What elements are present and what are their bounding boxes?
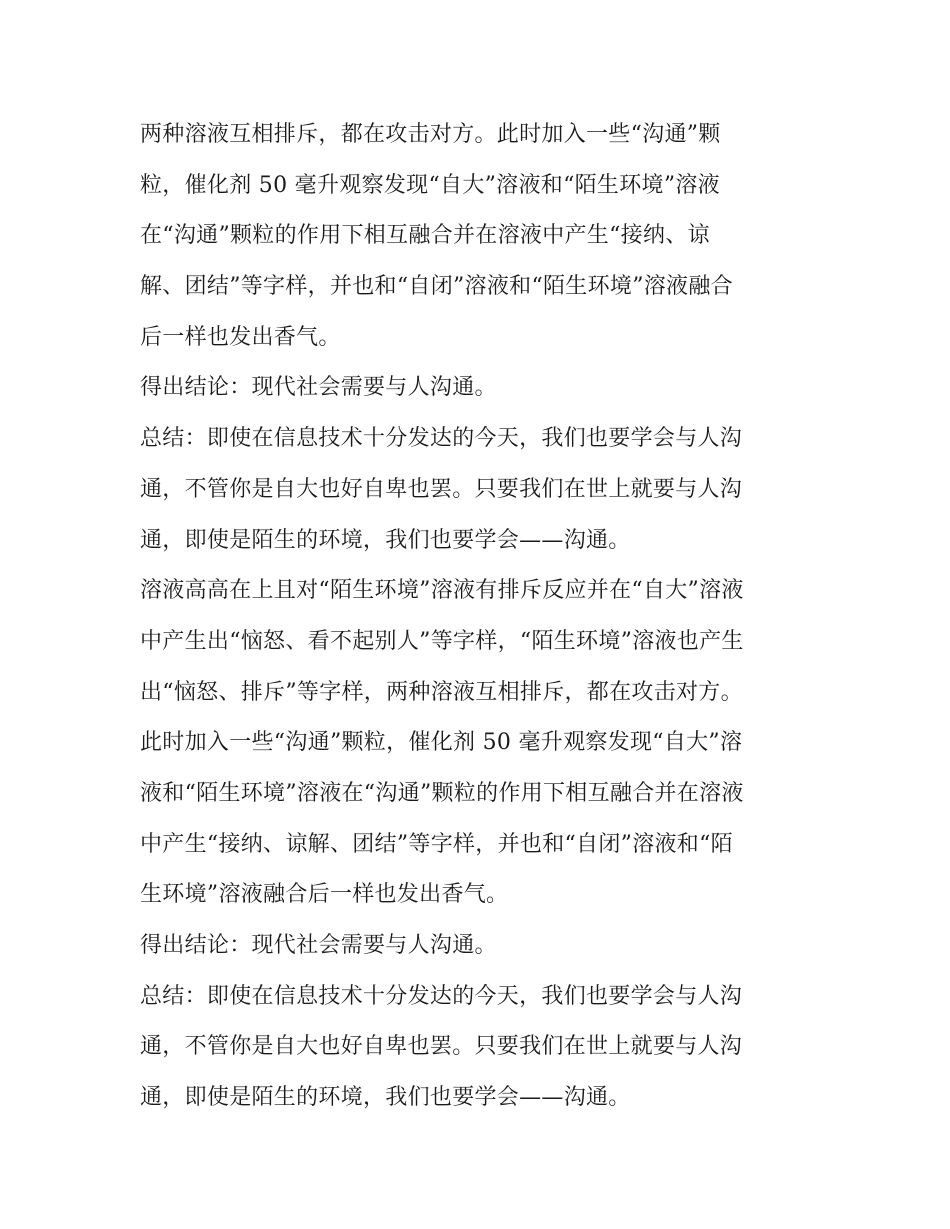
document-body <box>140 110 820 1124</box>
text-line: 液和“陌生环境”溶液在“沟通”颗粒的作用下相互融合并在溶液 <box>140 780 744 806</box>
text-line: 溶液高高在上且对“陌生环境”溶液有排斥反应并在“自大”溶液 <box>140 578 744 604</box>
text-line: 出“恼怒、排斥”等字样，两种溶液互相排斥，都在攻击对方。 <box>140 679 743 705</box>
text-line: 中产生“接纳、谅解、团结”等字样，并也和“自闭”溶液和“陌 <box>140 831 733 857</box>
text-line: 通，不管你是自大也好自卑也罢。只要我们在世上就要与人沟 <box>140 476 743 502</box>
text-line: 总结：即使在信息技术十分发达的今天，我们也要学会与人沟 <box>140 983 743 1009</box>
text-line: 后一样也发出香气。 <box>140 324 341 350</box>
text-line: 通，即使是陌生的环境，我们也要学会——沟通。 <box>140 1085 631 1111</box>
text-line: 得出结论：现代社会需要与人沟通。 <box>140 375 497 401</box>
text-line: 解、团结”等字样，并也和“自闭”溶液和“陌生环境”溶液融合 <box>140 274 733 300</box>
text-line: 通，不管你是自大也好自卑也罢。只要我们在世上就要与人沟 <box>140 1034 743 1060</box>
text-line: 在“沟通”颗粒的作用下相互融合并在溶液中产生“接纳、谅 <box>140 223 710 249</box>
text-line: 此时加入一些“沟通”颗粒，催化剂 50 毫升观察发现“自大”溶 <box>140 730 743 756</box>
text-line: 得出结论：现代社会需要与人沟通。 <box>140 933 497 958</box>
text-line: 粒，催化剂 50 毫升观察发现“自大”溶液和“陌生环境”溶液 <box>140 172 720 198</box>
text-line: 中产生出“恼怒、看不起别人”等字样，“陌生环境”溶液也产生 <box>140 628 744 654</box>
text-line: 生环境”溶液融合后一样也发出香气。 <box>140 882 509 908</box>
text-line: 通，即使是陌生的环境，我们也要学会——沟通。 <box>140 527 631 553</box>
text-line: 两种溶液互相排斥，都在攻击对方。此时加入一些“沟通”颗 <box>140 122 721 147</box>
text-line: 总结：即使在信息技术十分发达的今天，我们也要学会与人沟 <box>140 426 743 452</box>
